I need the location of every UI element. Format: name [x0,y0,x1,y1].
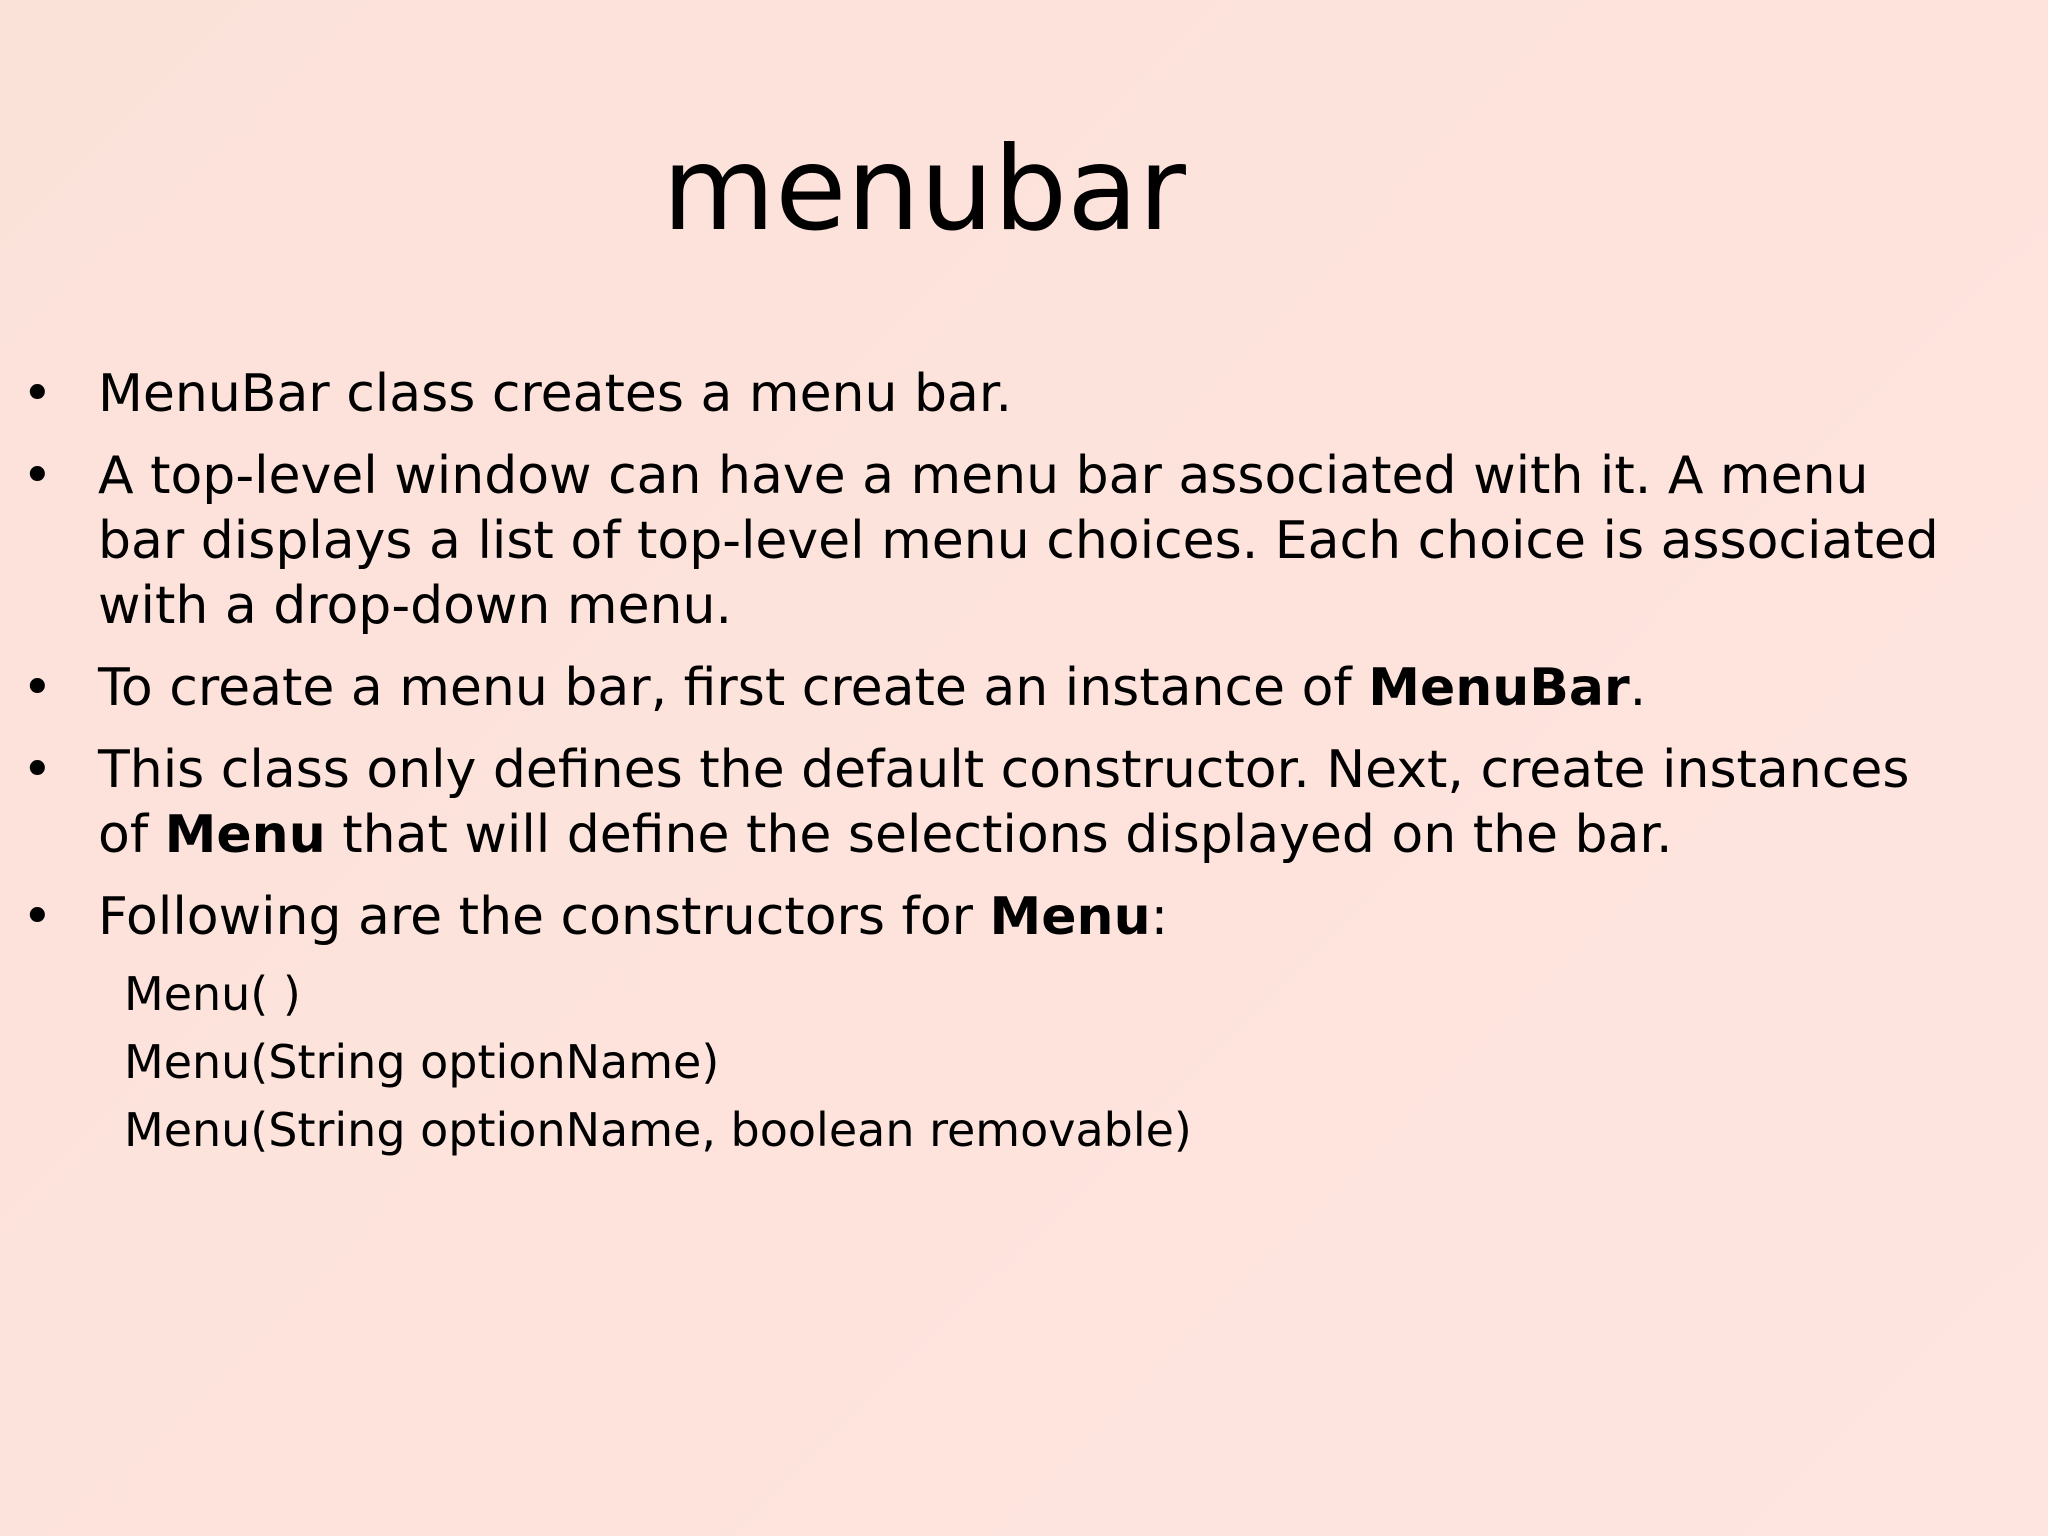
bullet-marker: • [22,740,53,800]
bullet-item [22,885,1942,1164]
text-run: This class only defines the default constructor. Next, create instances of [98,740,1910,865]
text-run: : [1150,887,1169,947]
bullet-text [98,740,1909,865]
text-run: Following are the constructors for [98,887,990,947]
bullet-marker: • [22,446,53,506]
bullet-item [22,444,1942,639]
constructor-item: Menu( ) [124,967,301,1021]
bullet-marker: • [22,658,53,718]
bold-term: Menu [164,805,326,865]
constructor-item: Menu(String optionName, boolean removable) [124,1103,1192,1157]
text-run: A top-level window can have a menu bar associated with it. A menu bar displays a list of top-level menu choices. Each choice is associated with a drop-down menu. [98,446,1939,636]
bullet-marker: • [22,364,53,424]
bullet-item [22,656,1942,721]
bullet-item [22,362,1942,427]
bold-term: MenuBar [1368,658,1630,718]
bullet-item [22,738,1942,868]
constructor-list [98,960,1942,1164]
text-run: that will define the selections displayed on the bar. [325,805,1673,865]
constructor-item: Menu(String optionName) [124,1035,720,1089]
bullet-text [98,364,1012,424]
bullet-text [98,658,1646,718]
slide-title: menubar [662,122,1186,257]
bullet-text [98,887,1168,947]
bold-term: Menu [989,887,1151,947]
bullet-text [98,446,1939,636]
bullet-list [22,362,1942,1181]
bullet-marker: • [22,887,53,947]
text-run: . [1629,658,1647,718]
text-run: To create a menu bar, first create an instance of [98,658,1369,718]
text-run: MenuBar class creates a menu bar. [98,364,1013,424]
